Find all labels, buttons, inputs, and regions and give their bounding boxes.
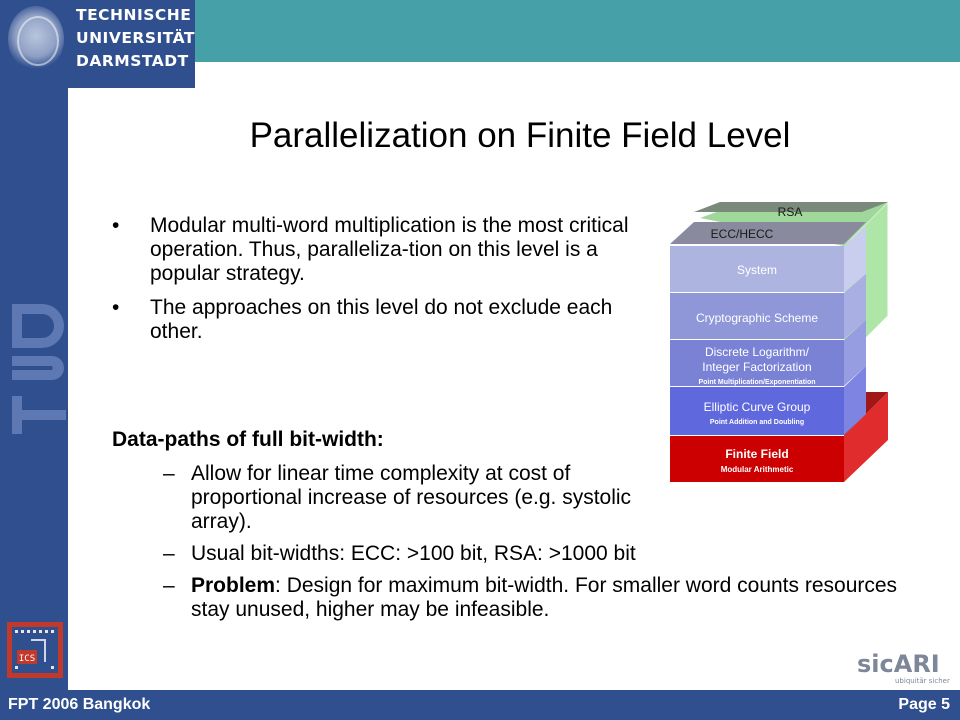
dash-list	[163, 462, 923, 630]
bullet-list	[112, 214, 642, 354]
ff-sublabel: Modular Arithmetic	[720, 465, 794, 474]
ff-label: Finite Field	[725, 447, 789, 461]
university-name: TECHNISCHE UNIVERSITÄT DARMSTADT	[76, 6, 196, 70]
crypto-label: Cryptographic Scheme	[695, 311, 819, 325]
dlog-sublabel: Point Multiplication/Exponentiation	[698, 379, 816, 386]
university-logo	[0, 0, 195, 88]
slide-title: Parallelization on Finite Field Level	[249, 116, 791, 155]
athena-seal-icon	[8, 6, 64, 72]
sicari-logo-icon	[855, 648, 953, 686]
dash-item: – Allow for linear time complexity at cost of proportional increase of resources (e.g. systolic array).	[163, 462, 632, 533]
svg-text:ICS: ICS	[18, 654, 36, 664]
tud-logo-icon	[2, 300, 72, 440]
bullet-item: • The approaches on this level do not exclude each other.	[112, 296, 613, 343]
bullet-symbol: •	[112, 296, 120, 319]
footer-page-number: Page 5	[898, 696, 950, 713]
dlog-label-2: Integer Factorization	[702, 360, 812, 374]
subheading: Data-paths of full bit-width:	[112, 428, 384, 451]
bullet-item: • Modular multi-word multiplication is the most critical operation. Thus, paralleliza-tion on this level is a popular strategy.	[112, 214, 629, 285]
ecc-label: ECC/HECC	[710, 227, 774, 241]
ecg-sublabel: Point Addition and Doubling	[709, 419, 805, 426]
svg-text:sicARI: sicARI	[857, 650, 940, 678]
abstraction-layer-stack	[650, 196, 900, 486]
dlog-label: Discrete Logarithm/	[704, 345, 810, 359]
dash-item: – Usual bit-widths: ECC: >100 bit, RSA: >1000 bit	[163, 542, 636, 565]
footer-bar	[0, 690, 960, 720]
ecg-label: Elliptic Curve Group	[703, 400, 811, 414]
svg-text:ubiquitär sicher: ubiquitär sicher	[895, 677, 950, 685]
system-label: System	[736, 263, 778, 277]
header-band	[195, 0, 960, 62]
bullet-symbol: •	[112, 214, 120, 237]
rsa-label: RSA	[777, 205, 803, 219]
dash-item: – Problem: Design for maximum bit-width. For smaller word counts resources stay unused, higher may be infeasible.	[163, 574, 898, 621]
ics-logo-icon	[7, 622, 63, 678]
footer-conference: FPT 2006 Bangkok	[8, 696, 151, 713]
